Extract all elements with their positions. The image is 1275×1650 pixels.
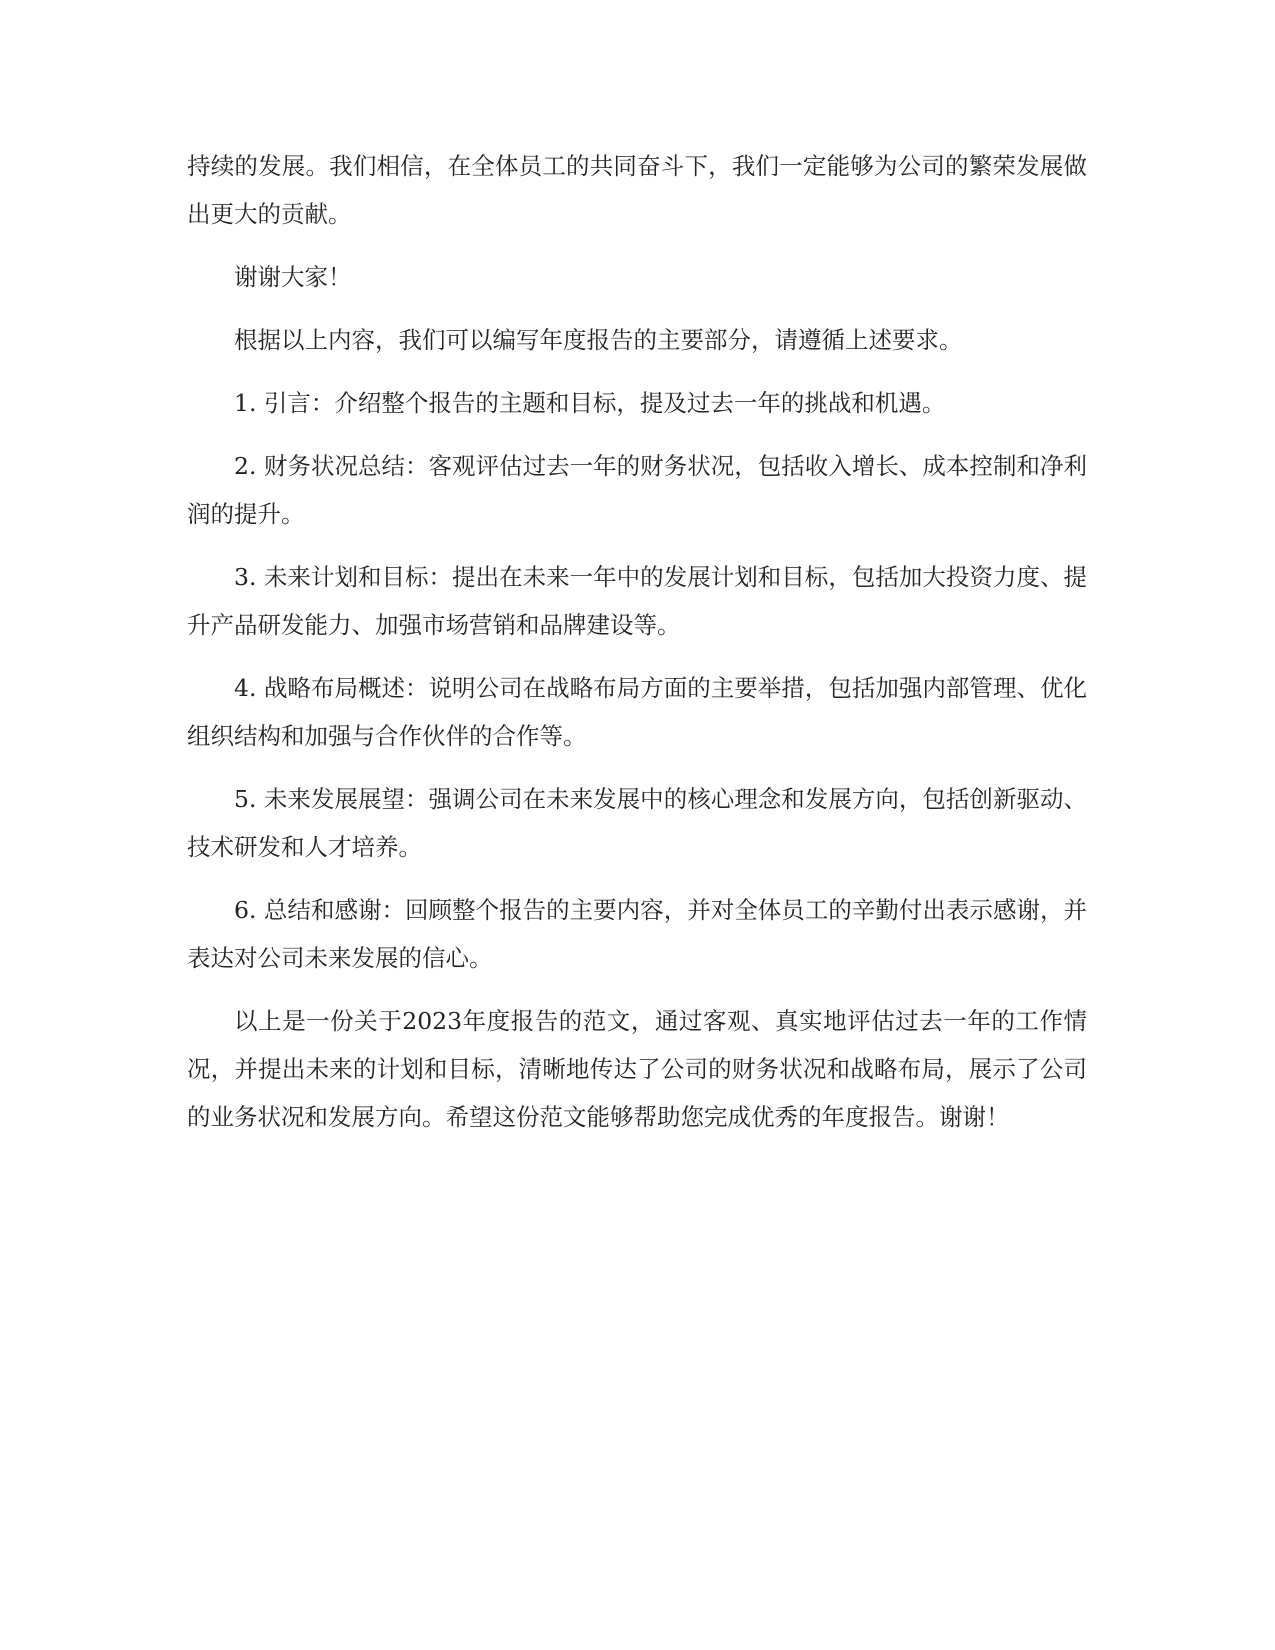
list-item-conclusion: 6. 总结和感谢：回顾整个报告的主要内容，并对全体员工的辛勤付出表示感谢，并表达对公司未来发展的信心。 (187, 896, 1087, 972)
paragraph-thanks: 谢谢大家！ (234, 263, 352, 291)
list-item-introduction: 1. 引言：介绍整个报告的主题和目标，提及过去一年的挑战和机遇。 (234, 389, 946, 417)
list-item-future-plans: 3. 未来计划和目标：提出在未来一年中的发展计划和目标，包括加大投资力度、提升产品研发能力、加强市场营销和品牌建设等。 (187, 563, 1087, 639)
paragraph-closing: 以上是一份关于2023年度报告的范文，通过客观、真实地评估过去一年的工作情况，并提出未来的计划和目标，清晰地传达了公司的财务状况和战略布局，展示了公司的业务状况和发展方向。希望这份范文能够帮助您完成优秀的年度报告。谢谢！ (187, 1007, 1087, 1131)
list-item-financial-summary: 2. 财务状况总结：客观评估过去一年的财务状况，包括收入增长、成本控制和净利润的提升。 (187, 452, 1087, 528)
paragraph-continuation: 持续的发展。我们相信，在全体员工的共同奋斗下，我们一定能够为公司的繁荣发展做出更大的贡献。 (187, 152, 1087, 228)
paragraph-intro: 根据以上内容，我们可以编写年度报告的主要部分，请遵循上述要求。 (234, 326, 963, 354)
document-body (187, 142, 1087, 1156)
list-item-future-outlook: 5. 未来发展展望：强调公司在未来发展中的核心理念和发展方向，包括创新驱动、技术研发和人才培养。 (187, 785, 1087, 861)
list-item-strategy-overview: 4. 战略布局概述：说明公司在战略布局方面的主要举措，包括加强内部管理、优化组织结构和加强与合作伙伴的合作等。 (187, 674, 1087, 750)
